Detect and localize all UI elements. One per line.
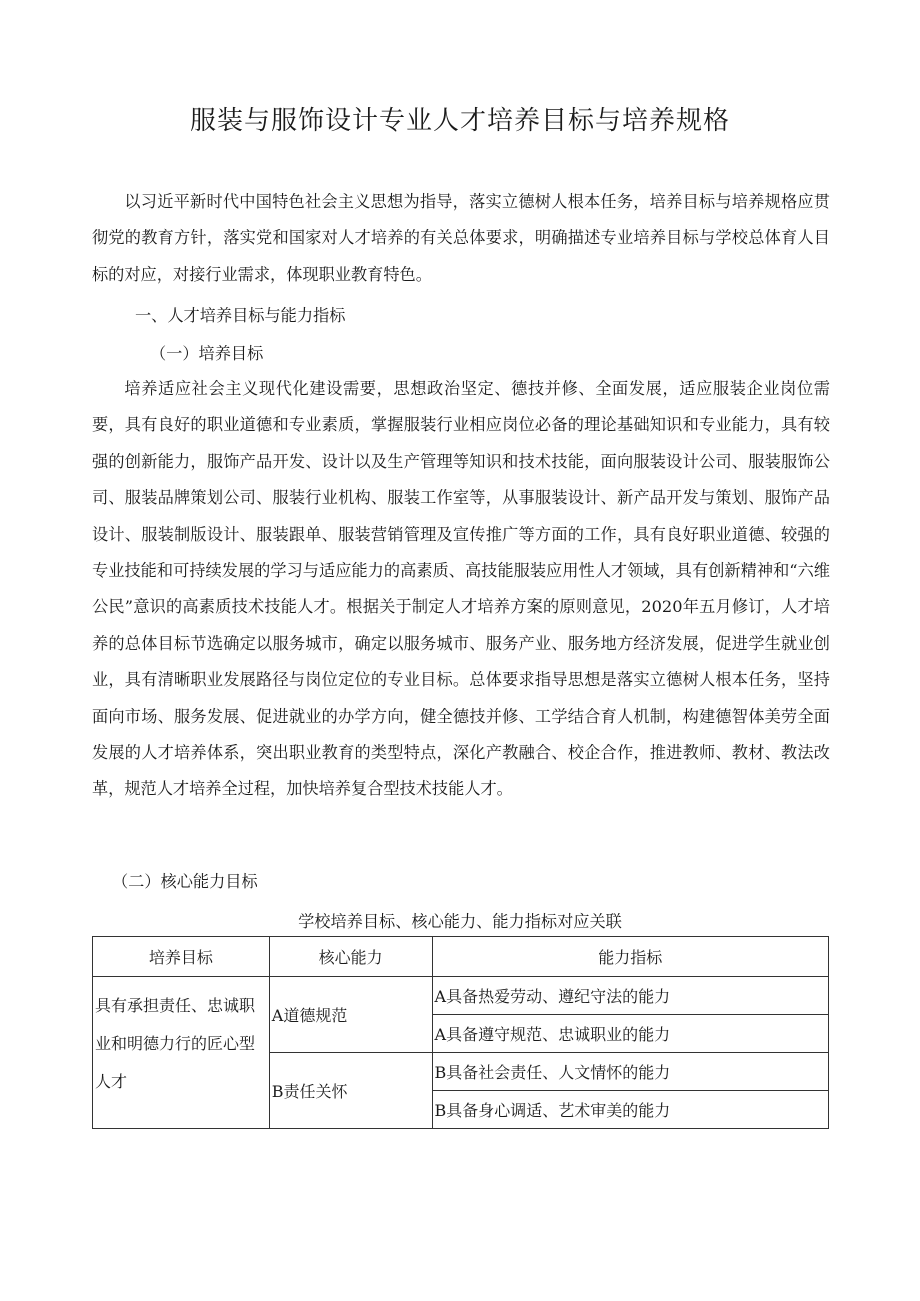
section-heading-1: 一、人才培养目标与能力指标	[135, 306, 346, 325]
subsection-heading-training-goal: （一）培养目标	[150, 344, 264, 363]
core-ability-cell: A道德规范	[269, 977, 432, 1053]
training-goal-cell: 具有承担责任、忠诚职业和明德力行的匠心型人才	[93, 977, 270, 1129]
table-row	[93, 977, 829, 1015]
ability-mapping-table	[92, 936, 829, 1129]
header-ability-indicator: 能力指标	[432, 937, 828, 977]
ability-indicator-cell: A具备遵守规范、忠诚职业的能力	[432, 1015, 828, 1053]
training-goal-paragraph: 培养适应社会主义现代化建设需要，思想政治坚定、德技并修、全面发展，适应服装企业岗位需要，具有良好的职业道德和专业素质，掌握服装行业相应岗位必备的理论基础知识和专业能力，具有较强的创新能力，服饰产品开发、设计以及生产管理等知识和技术技能，面向服装设计公司、服装服饰公司、服装品牌策划公司、服装行业机构、服装工作室等，从事服装设计、新产品开发与策划、服饰产品设计、服装制版设计、服装跟单、服装营销管理及宣传推广等方面的工作，具有良好职业道德、较强的专业技能和可持续发展的学习与适应能力的高素质、高技能服装应用性人才领域，具有创新精神和“六维公民”意识的高素质技术技能人才。根据关于制定人才培养方案的原则意见，2020年五月修订，人才培养的总体目标节选确定以服务城市，确定以服务城市、服务产业、服务地方经济发展，促进学生就业创业，具有清晰职业发展路径与岗位定位的专业目标。总体要求指导思想是落实立德树人根本任务，坚持面向市场、服务发展、促进就业的办学方向，健全德技并修、工学结合育人机制，构建德智体美劳全面发展的人才培养体系，突出职业教育的类型特点，深化产教融合、校企合作，推进教师、教材、教法改革，规范人才培养全过程，加快培养复合型技术技能人才。	[92, 379, 830, 799]
ability-indicator-cell: A具备热爱劳动、遵纪守法的能力	[432, 977, 828, 1015]
subsection-heading-core-ability: （二）核心能力目标	[112, 872, 258, 891]
ability-indicator-cell: B具备身心调适、艺术审美的能力	[432, 1091, 828, 1129]
table-header-row	[93, 937, 829, 977]
header-core-ability: 核心能力	[269, 937, 432, 977]
core-ability-cell: B责任关怀	[269, 1053, 432, 1129]
document-title: 服装与服饰设计专业人才培养目标与培养规格	[189, 106, 730, 136]
table-caption: 学校培养目标、核心能力、能力指标对应关联	[298, 912, 622, 931]
intro-paragraph: 以习近平新时代中国特色社会主义思想为指导，落实立德树人根本任务，培养目标与培养规格应贯彻党的教育方针，落实党和国家对人才培养的有关总体要求，明确描述专业培养目标与学校总体育人目标的对应，对接行业需求，体现职业教育特色。	[92, 192, 830, 284]
ability-indicator-cell: B具备社会责任、人文情怀的能力	[432, 1053, 828, 1091]
header-training-goal: 培养目标	[93, 937, 270, 977]
